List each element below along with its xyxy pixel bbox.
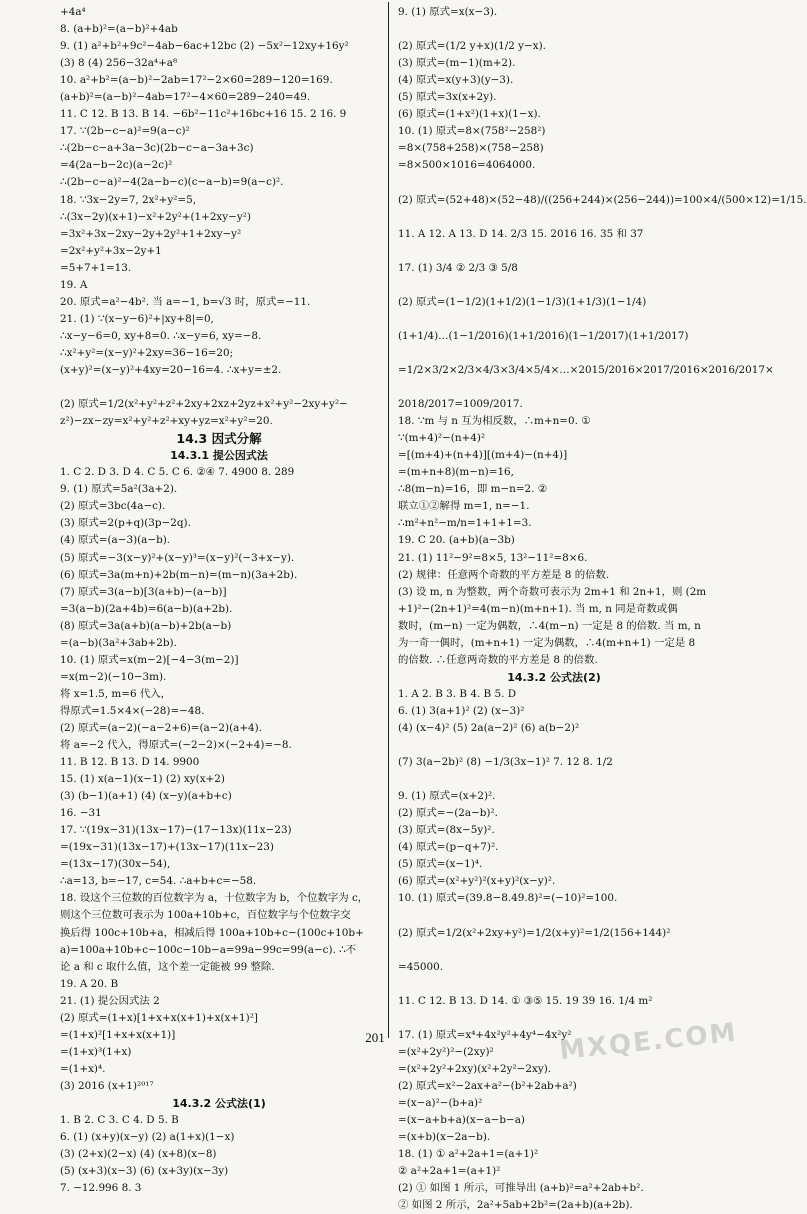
answer-line: (6) 原式=(x²+y²)²(x+y)²(x−y)². <box>398 875 556 888</box>
answer-line <box>398 243 710 260</box>
answer-line <box>398 311 710 328</box>
answer-line: =(x−a+b+a)(x−a−b−a) <box>398 1114 525 1127</box>
answer-line: 9. (1) 原式=(x+2)². <box>398 790 496 803</box>
answer-line: 17. ∵(2b−c−a)²=9(a−c)² <box>60 125 190 138</box>
answer-line <box>398 209 710 226</box>
answer-line: ∴(2b−c−a+3a−3c)(2b−c−a−3a+3c) <box>60 142 254 155</box>
answer-line: =45000. <box>398 960 444 973</box>
answer-line <box>398 174 710 191</box>
answer-line: 将 x=1.5, m=6 代入， <box>60 687 172 700</box>
subsection-heading: 14.3.2 公式法(1) <box>172 1097 266 1110</box>
answer-line: +1)²−(2n+1)²=4(m−n)(m+n+1). 当 m, n 同是奇数或偶 <box>398 602 678 615</box>
answer-line: 20. 原式=a²−4b². 当 a=−1, b=√3 时，原式=−11. <box>60 295 311 308</box>
answer-line: =3(a−b)(2a+4b)=6(a−b)(a+2b). <box>60 602 233 615</box>
answer-line: 11. C 12. B 13. D 14. ① ③⑤ 15. 19 39 16. 1/4 m² <box>398 994 653 1007</box>
answer-line: =(a−b)(3a²+3ab+2b). <box>60 636 177 649</box>
answer-line: (3) 原式=2(p+q)(3p−2q). <box>60 517 191 530</box>
answer-line: 得原式=1.5×4×(−28)=−48. <box>60 704 205 717</box>
answer-line: (6) 原式=3a(m+n)+2b(m−n)=(m−n)(3a+2b). <box>60 568 298 581</box>
answer-line: 21. (1) ∵(x−y−6)²+|xy+8|=0, <box>60 312 214 325</box>
answer-line: =[(m+4)+(n+4)][(m+4)−(n+4)] <box>398 449 568 462</box>
answer-line: =(13x−17)(30x−54), <box>60 858 171 871</box>
answer-line: (3) 2016 (x+1)²⁰¹⁷ <box>60 1079 154 1092</box>
answer-line: 8. (a+b)²=(a−b)²+4ab <box>60 23 178 36</box>
answer-line: =(x²+2y²+2xy)(x²+2y²−2xy). <box>398 1062 552 1075</box>
answer-line: (3) (2+x)(2−x) (4) (x+8)(x−8) <box>60 1148 217 1161</box>
answer-line: (2) ① 如图 1 所示，可推导出 (a+b)²=a²+2ab+b². <box>398 1182 644 1195</box>
answer-line: 18. ∵3x−2y=7, 2x²+y²=5, <box>60 193 197 206</box>
answer-line: 6. (1) 3(a+1)² (2) (x−3)² <box>398 704 525 717</box>
answer-line: (7) 3(a−2b)² (8) −1/3(3x−1)² 7. 12 8. 1/2 <box>398 756 613 769</box>
answer-line: ∴8(m−n)=16，即 m−n=2. ② <box>398 483 548 496</box>
answer-line: 19. A 20. B <box>60 977 119 990</box>
answer-line: 将 a=−2 代入，得原式=(−2−2)×(−2+4)=−8. <box>60 739 292 752</box>
answer-line: 11. B 12. B 13. D 14. 9900 <box>60 756 200 769</box>
answer-line: ② a²+2a+1=(a+1)² <box>398 1165 501 1178</box>
answer-line: (2) 原式=1/2(x²+2xy+y²)=1/2(x+y)²=1/2(156+144)² <box>398 926 671 939</box>
answer-line: 7. −12.996 8. 3 <box>60 1182 142 1195</box>
answer-line <box>398 345 710 362</box>
answer-line: (4) (x−4)² (5) 2a(a−2)² (6) a(b−2)² <box>398 721 580 734</box>
answer-line: =(1+x)⁴. <box>60 1062 106 1075</box>
answer-line: (2) 原式=(1/2 y+x)(1/2 y−x). <box>398 40 546 53</box>
answer-line: (2) 原式=(52+48)×(52−48)/((256+244)×(256−244))=100×4/(500×12)=1/15. <box>398 193 807 206</box>
answer-line: (3) 原式=(m−1)(m+2). <box>398 57 516 70</box>
answer-line: (2) 原式=(1+x)[1+x+x(x+1)+x(x+1)²] <box>60 1011 258 1024</box>
answer-line: 19. A <box>60 278 88 291</box>
answer-line: (3) 原式=(8x−5y)². <box>398 824 495 837</box>
answer-line: =8×500×1016=4064000. <box>398 159 536 172</box>
answer-line <box>398 771 710 788</box>
answer-line: =(x+b)(x−2a−b). <box>398 1131 491 1144</box>
answer-line: ∴x−y−6=0, xy+8=0. ∴x−y=6, xy=−8. <box>60 329 262 342</box>
answer-line: 1. B 2. C 3. C 4. D 5. B <box>60 1114 179 1127</box>
answer-line <box>398 942 710 959</box>
answer-line: 11. A 12. A 13. D 14. 2/3 15. 2016 16. 35 和 37 <box>398 227 644 240</box>
answer-line: 数时，(m−n) 一定为偶数，∴4(m−n) 一定是 8 的倍数. 当 m, n <box>398 619 701 632</box>
answer-line: 9. (1) a²+b²+9c²−4ab−6ac+12bc (2) −5x²−12xy+16y² <box>60 40 349 53</box>
answer-line: 1. A 2. B 3. B 4. B 5. D <box>398 687 517 700</box>
subsection-heading: 14.3.1 提公因式法 <box>170 449 268 463</box>
answer-line: (8) 原式=3a(a+b)(a−b)+2b(a−b) <box>60 619 232 632</box>
answer-line <box>398 737 710 754</box>
answer-line: 10. (1) 原式=x(m−2)[−4−3(m−2)] <box>60 653 239 666</box>
answer-line <box>398 1010 710 1027</box>
answer-line: ② 如图 2 所示，2a²+5ab+2b²=(2a+b)(a+2b). <box>398 1199 633 1212</box>
answer-line: (6) 原式=(1+x²)(1+x)(1−x). <box>398 108 541 121</box>
answer-line: (2) 规律：任意两个奇数的平方差是 8 的倍数. <box>398 568 610 581</box>
answer-line: =1/2×3/2×2/3×4/3×3/4×5/4×…×2015/2016×2017/2016×2016/2017× <box>398 363 774 376</box>
subsection-heading: 14.3.2 公式法(2) <box>507 670 601 684</box>
answer-line: 10. a²+b²=(a−b)²−2ab=17²−2×60=289−120=169. <box>60 74 333 87</box>
answer-line: 的倍数. ∴任意两奇数的平方差是 8 的倍数. <box>398 653 598 666</box>
answer-line: =(1+x)³(1+x) <box>60 1045 132 1058</box>
answer-line: 1. C 2. D 3. D 4. C 5. C 6. ②④ 7. 4900 8. 289 <box>60 466 295 479</box>
answer-line: =(1+x)²[1+x+x(x+1)] <box>60 1028 176 1041</box>
answer-line: (7) 原式=3(a−b)[3(a+b)−(a−b)] <box>60 585 227 598</box>
answer-line: ∴a=13, b=−17, c=54. ∴a+b+c=−58. <box>60 875 257 888</box>
answer-line <box>398 976 710 993</box>
answer-line: a)=100a+10b+c−100c−10b−a=99a−99c=99(a−c). ∴不 <box>60 943 357 956</box>
answer-line: 18. (1) ① a²+2a+1=(a+1)² <box>398 1148 539 1161</box>
answer-line: (2) 原式=(1−1/2)(1+1/2)(1−1/3)(1+1/3)(1−1/4) <box>398 295 647 308</box>
column-divider <box>388 2 389 1038</box>
watermark-logo: MXQE.COM <box>558 1017 740 1067</box>
answer-line: =(m+n+8)(m−n)=16, <box>398 466 514 479</box>
answer-line: (x+y)²=(x−y)²+4xy=20−16=4. ∴x+y=±2. <box>60 363 282 376</box>
answer-line: 9. (1) 原式=5a²(3a+2). <box>60 483 178 496</box>
left-column <box>60 4 378 1197</box>
answer-line: (5) 原式=(x−1)⁴. <box>398 858 483 871</box>
answer-line: (4) 原式=(a−3)(a−b). <box>60 534 171 547</box>
answer-line: ∴m²+n²−m/n=1+1+1=3. <box>398 517 532 530</box>
answer-line <box>60 379 378 396</box>
answer-line: (4) 原式=(p−q+7)². <box>398 841 499 854</box>
answer-line: (3) 设 m, n 为整数，两个奇数可表示为 2m+1 和 2n+1，则 (2m <box>398 585 707 598</box>
answer-line: 15. (1) x(a−1)(x−1) (2) xy(x+2) <box>60 773 225 786</box>
answer-line: 2018/2017=1009/2017. <box>398 398 523 411</box>
answer-line: ∵(m+4)²−(n+4)² <box>398 432 486 445</box>
answer-line: (5) (x+3)(x−3) (6) (x+3y)(x−3y) <box>60 1165 229 1178</box>
answer-line: =3x²+3x−2xy−2y+2y²+1+2xy−y² <box>60 227 242 240</box>
answer-line: (2) 原式=(a−2)(−a−2+6)=(a−2)(a+4). <box>60 721 263 734</box>
answer-line: 17. (1) 原式=x⁴+4x²y²+4y⁴−4x²y² <box>398 1028 572 1041</box>
answer-line: =5+7+1=13. <box>60 261 132 274</box>
answer-line: 18. 设这个三位数的百位数字为 a，十位数字为 b，个位数字为 c， <box>60 892 369 905</box>
answer-line: (1+1/4)…(1−1/2016)(1+1/2016)(1−1/2017)(1+1/2017) <box>398 329 689 342</box>
page-number: 201 <box>365 1030 385 1045</box>
answer-line: =(x²+2y²)²−(2xy)² <box>398 1045 494 1058</box>
answer-line: ∴(2b−c−a)²−4(2a−b−c)(c−a−b)=9(a−c)². <box>60 176 284 189</box>
answer-line: 18. ∵m 与 n 互为相反数，∴m+n=0. ① <box>398 415 591 428</box>
answer-line: 11. C 12. B 13. B 14. −6b²−11c²+16bc+16 15. 2 16. 9 <box>60 108 347 121</box>
section-heading: 14.3 因式分解 <box>176 431 262 447</box>
answer-line: 21. (1) 提公因式法 2 <box>60 994 160 1007</box>
answer-line: 为一奇一偶时，(m+n+1) 一定为偶数，∴4(m+n+1) 一定是 8 <box>398 636 696 649</box>
answer-line: (5) 原式=−3(x−y)²+(x−y)³=(x−y)²(−3+x−y). <box>60 551 295 564</box>
answer-line <box>398 21 710 38</box>
answer-line <box>398 907 710 924</box>
answer-line: (3) (b−1)(a+1) (4) (x−y)(a+b+c) <box>60 790 232 803</box>
answer-line <box>398 379 710 396</box>
answer-line: 则这个三位数可表示为 100a+10b+c，百位数字与个位数字交 <box>60 909 351 922</box>
answer-line: 10. (1) 原式=(39.8−8.49.8)²=(−10)²=100. <box>398 892 618 905</box>
answer-line: (2) 原式=3bc(4a−c). <box>60 500 166 513</box>
answer-line: 17. (1) 3/4 ② 2/3 ③ 5/8 <box>398 261 518 274</box>
answer-line: ∴(3x−2y)(x+1)−x²+2y²+(1+2xy−y²) <box>60 210 251 223</box>
answer-line: ∴x²+y²=(x−y)²+2xy=36−16=20; <box>60 346 234 359</box>
answer-line: (a+b)²=(a−b)²−4ab=17²−4×60=289−240=49. <box>60 91 311 104</box>
answer-line: =(x−a)²−(b+a)² <box>398 1097 483 1109</box>
answer-line: 21. (1) 11²−9²=8×5, 13²−11²=8×6. <box>398 551 588 564</box>
answer-line: =2x²+y²+3x−2y+1 <box>60 244 162 257</box>
answer-line: 论 a 和 c 取什么值，这个差一定能被 99 整除. <box>60 960 275 973</box>
answer-line: z²)−zx−zy=x²+y²+z²+xy+yz=x²+y²=20. <box>60 415 273 428</box>
answer-line: =(19x−31)(13x−17)+(13x−17)(11x−23) <box>60 841 274 854</box>
answer-line: 换后得 100c+10b+a，相减后得 100a+10b+c−(100c+10b+ <box>60 926 364 939</box>
answer-line: (2) 原式=1/2(x²+y²+z²+2xy+2xz+2yz+x²+y²−2xy+y²− <box>60 398 348 411</box>
answer-line: =4(2a−b−2c)(a−2c)² <box>60 159 173 172</box>
answer-line: +4a⁴ <box>60 6 86 18</box>
answer-line: (3) 8 (4) 256−32a⁴+a⁸ <box>60 57 178 70</box>
answer-line: =x(m−2)(−10−3m). <box>60 670 167 683</box>
answer-line: 联立①②解得 m=1, n=−1. <box>398 500 530 513</box>
answer-line: (4) 原式=x(y+3)(y−3). <box>398 74 514 87</box>
answer-line: =8×(758+258)×(758−258) <box>398 142 544 155</box>
answer-line <box>398 277 710 294</box>
answer-line: (2) 原式=x²−2ax+a²−(b²+2ab+a²) <box>398 1079 577 1092</box>
answer-line: 17. ∵(19x−31)(13x−17)−(17−13x)(11x−23) <box>60 824 292 837</box>
answer-line: 19. C 20. (a+b)(a−3b) <box>398 534 515 547</box>
answer-line: 10. (1) 原式=8×(758²−258²) <box>398 125 546 138</box>
answer-line: 6. (1) (x+y)(x−y) (2) a(1+x)(1−x) <box>60 1131 235 1144</box>
answer-line: 16. −31 <box>60 807 102 820</box>
answer-line: (5) 原式=3x(x+2y). <box>398 91 497 104</box>
answer-line: 9. (1) 原式=x(x−3). <box>398 6 498 18</box>
answer-line: (2) 原式=−(2a−b)². <box>398 807 498 820</box>
